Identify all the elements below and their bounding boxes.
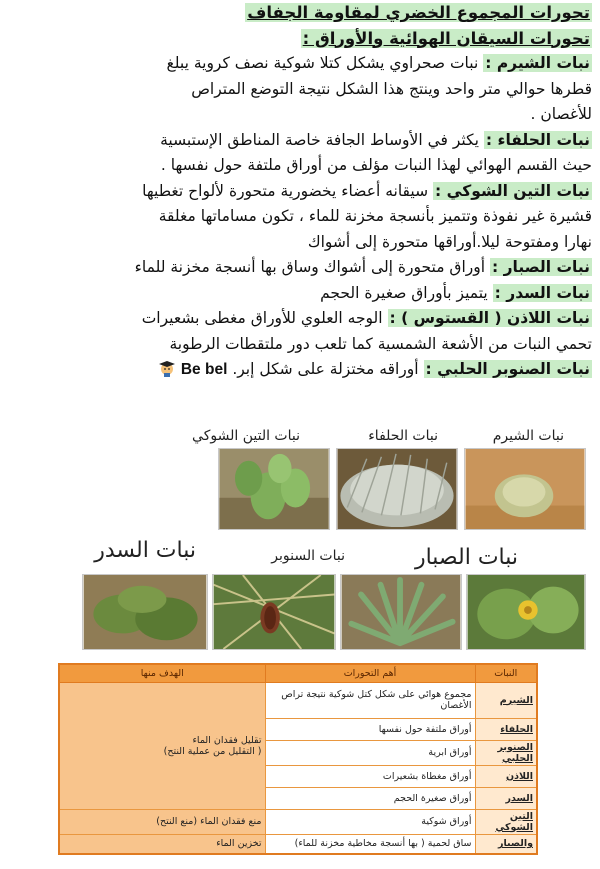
summary-table xyxy=(58,663,538,855)
term-sabbar: نبات الصبار : xyxy=(491,258,590,276)
paragraph-sidr: نبات السدر : يتميز بأوراق صغيرة الحجم xyxy=(320,283,590,302)
label-tin: نبات التين الشوكي xyxy=(192,428,300,444)
cell-adaptation: أوراق شوكية xyxy=(265,809,475,834)
label-sheeram: نبات الشيرم xyxy=(492,428,564,444)
table-row xyxy=(59,682,537,718)
cell-plant: الحلفاء xyxy=(475,718,537,740)
term-sanawbar: نبات الصنوبر الحلبي : xyxy=(425,360,590,378)
cell-plant: السدر xyxy=(475,787,537,809)
signature: Be bel xyxy=(180,361,228,378)
cell-adaptation: أوراق مغطاة بشعيرات xyxy=(265,765,475,787)
paragraph-halfa-1: نبات الحلفاء : يكثر في الأوساط الجافة خاصة المناطق الإستبسية xyxy=(160,130,590,149)
term-tin: نبات التين الشوكي : xyxy=(435,181,590,200)
paragraph-sheeram-1: نبات الشيرم : نبات صحراوي يشكل كتلا شوكية نصف كروية يبلغ xyxy=(166,54,590,72)
table-row xyxy=(59,809,537,834)
graduate-emoji-icon xyxy=(158,359,176,377)
cell-goal-sabbar: تخزين الماء xyxy=(59,834,265,854)
paragraph-tin-1: نبات التين الشوكي : سيقانه أعضاء يخضورية متحورة لألواح تغطيها xyxy=(142,181,590,200)
cell-adaptation: مجموع هوائي على شكل كتل شوكية نتيجة تراص الأغصان xyxy=(265,682,475,718)
label-sanawbar: نبات السنوبر xyxy=(271,548,345,564)
term-ladhn: نبات اللاذن ( القستوس ) : xyxy=(389,309,590,327)
photo-aloe xyxy=(340,574,462,650)
photo-prickly-flower xyxy=(466,574,586,650)
table-row xyxy=(59,834,537,854)
term-sheeram: نبات الشيرم : xyxy=(485,54,590,72)
term-sidr: نبات السدر : xyxy=(494,283,590,302)
header-goal: الهدف منها xyxy=(59,664,265,682)
subtitle: تحورات السيقان الهوائية والأوراق : xyxy=(302,28,590,48)
cell-adaptation: أوراق صغيرة الحجم xyxy=(265,787,475,809)
cell-adaptation: أوراق ملتفة حول نفسها xyxy=(265,718,475,740)
paragraph-tin-3: نهارا ومفتوحة ليلا.أوراقها متحورة إلى أشواك xyxy=(307,232,592,251)
cell-plant: اللاذن xyxy=(475,765,537,787)
paragraph-sabbar: نبات الصبار : أوراق متحورة إلى أشواك وساق بها أنسجة مخزنة للماء xyxy=(134,258,590,276)
cell-goal-main: تقليل فقدان الماء ( التقليل من عملية النتح) xyxy=(59,682,265,809)
cell-plant: الصنوبر الحلبي xyxy=(475,740,537,765)
paragraph-tin-2: قشيرة غير نفوذة وتتميز بأنسجة مخزنة للماء ، تكون مساماتها مغلقة xyxy=(158,207,592,225)
header-adaptation: أهم التحورات xyxy=(265,664,475,682)
paragraph-sheeram-3: للأغصان . xyxy=(530,105,592,123)
table-header-row xyxy=(59,664,537,682)
cell-plant: والصبار xyxy=(475,834,537,854)
paragraph-sheeram-2: قطرها حوالي متر واحد وينتج هذا الشكل نتيجة التوضع المتراص xyxy=(191,79,592,98)
label-halfa: نبات الحلفاء xyxy=(368,428,438,444)
header-plant: النبات xyxy=(475,664,537,682)
photo-sidr xyxy=(82,574,208,650)
label-sabbar: نبات الصبار xyxy=(414,545,518,570)
photo-halfa xyxy=(336,448,458,530)
cell-goal-tin: منع فقدان الماء (منع النتح) xyxy=(59,809,265,834)
paragraph-ladhn-2: تحمي النبات من الأشعة الشمسية كما تلعب دور ملتقطات الرطوبة xyxy=(169,334,592,353)
photo-sheeram xyxy=(464,448,586,530)
cell-adaptation: أوراق ابرية xyxy=(265,740,475,765)
main-title: تحورات المجموع الخضري لمقاومة الجفاف xyxy=(247,3,590,22)
cell-adaptation: ساق لحمية ( بها أنسجة مخاطية مخزنة للماء) xyxy=(265,834,475,854)
paragraph-ladhn-1: نبات اللاذن ( القستوس ) : الوجه العلوي للأوراق مغطى بشعيرات xyxy=(141,309,590,327)
photo-prickly-pear xyxy=(218,448,330,530)
label-sidr: نبات السدر xyxy=(94,538,196,563)
term-halfa: نبات الحلفاء : xyxy=(485,130,590,149)
paragraph-sanawbar: نبات الصنوبر الحلبي : أوراقه مختزلة على شكل إبر. Be bel xyxy=(8,357,592,383)
cell-plant: التين الشوكي xyxy=(475,809,537,834)
photo-pine xyxy=(212,574,336,650)
article-text xyxy=(8,0,592,383)
cell-plant: الشيرم xyxy=(475,682,537,718)
paragraph-halfa-2: حيث القسم الهوائي لهذا النبات مؤلف من أوراق ملتفة حول نفسها . xyxy=(160,156,592,174)
